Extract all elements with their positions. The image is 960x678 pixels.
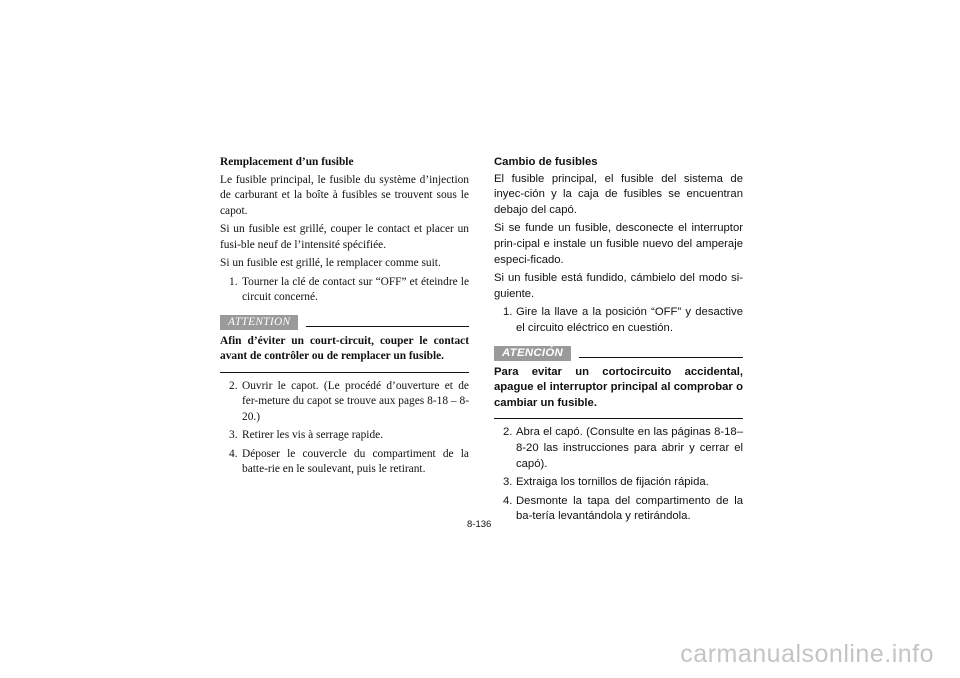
section-heading: Remplacement d’un fusible	[220, 156, 354, 168]
paragraph: Si un fusible est grillé, le remplacer comme suit.	[220, 257, 441, 269]
spanish-column	[494, 155, 743, 528]
warning-text: Afin d’éviter un court-circuit, couper le contact avant de contrôler ou de remplacer un fusible.	[220, 334, 469, 362]
step-item	[494, 425, 743, 472]
step-item	[494, 494, 743, 525]
french-column	[220, 155, 469, 481]
warning-text: Para evitar un cortocircuito accidental, apague el interruptor principal al comprobar o cambiar un fusible.	[494, 365, 743, 409]
divider	[306, 326, 469, 327]
step-number: 4.	[503, 494, 513, 507]
step-number: 3.	[229, 429, 238, 441]
step-text: Extraiga los tornillos de fijación rápida.	[516, 476, 709, 489]
step-item	[494, 305, 743, 336]
warning-header	[220, 315, 469, 330]
paragraph: El fusible principal, el fusible del sistema de inyec-ción y la caja de fusibles se encuentran debajo del capó.	[494, 172, 743, 216]
divider	[494, 418, 743, 419]
step-item	[220, 275, 469, 306]
step-list	[220, 379, 469, 478]
divider	[579, 357, 743, 358]
step-text: Retirer les vis à serrage rapide.	[242, 429, 384, 441]
step-number: 1.	[503, 306, 513, 319]
watermark: carmanualsonline.info	[680, 640, 934, 668]
step-list	[494, 305, 743, 336]
warning-label: ATTENTION	[220, 315, 298, 330]
page-number: 8-136	[467, 519, 492, 530]
paragraph: Si un fusible est grillé, couper le contact et placer un fusi-ble neuf de l’intensité spécifiée.	[220, 223, 469, 251]
step-text: Abra el capó. (Consulte en las páginas 8-18–8-20 las instrucciones para abrir y cerrar el capó).	[516, 426, 743, 470]
step-number: 2.	[229, 379, 238, 392]
paragraph: Le fusible principal, le fusible du système d’injection de carburant et la boîte à fusibles se trouvent sous le capot.	[220, 173, 469, 217]
step-list	[220, 275, 469, 306]
warning-label: ATENCIÓN	[494, 346, 571, 361]
step-text: Ouvrir le capot. (Le procédé d’ouverture et de fer-meture du capot se trouve aux pages 8-18 – 8-20.)	[242, 379, 469, 423]
step-number: 1.	[229, 275, 238, 288]
step-number: 2.	[503, 426, 513, 439]
step-item	[494, 475, 743, 491]
step-text: Déposer le couvercle du compartiment de la batte-rie en le soulevant, puis le retirant.	[242, 447, 469, 475]
step-number: 4.	[229, 447, 238, 460]
step-item	[220, 428, 469, 444]
paragraph: Si un fusible está fundido, cámbielo del modo si-guiente.	[494, 272, 743, 300]
step-list	[494, 425, 743, 525]
step-text: Desmonte la tapa del compartimento de la ba-tería levantándola y retirándola.	[516, 494, 743, 523]
section-heading: Cambio de fusibles	[494, 156, 598, 168]
step-item	[220, 447, 469, 478]
step-text: Gire la llave a la posición “OFF” y desactive el circuito eléctrico en cuestión.	[516, 306, 743, 334]
step-item	[220, 379, 469, 426]
paragraph: Si se funde un fusible, desconecte el interruptor prin-cipal e instale un fusible nuevo del amperaje especi-ficado.	[494, 222, 743, 266]
warning-header	[494, 346, 743, 361]
step-number: 3.	[503, 476, 513, 489]
divider	[220, 372, 469, 373]
step-text: Tourner la clé de contact sur “OFF” et éteindre le circuit concerné.	[242, 275, 469, 303]
